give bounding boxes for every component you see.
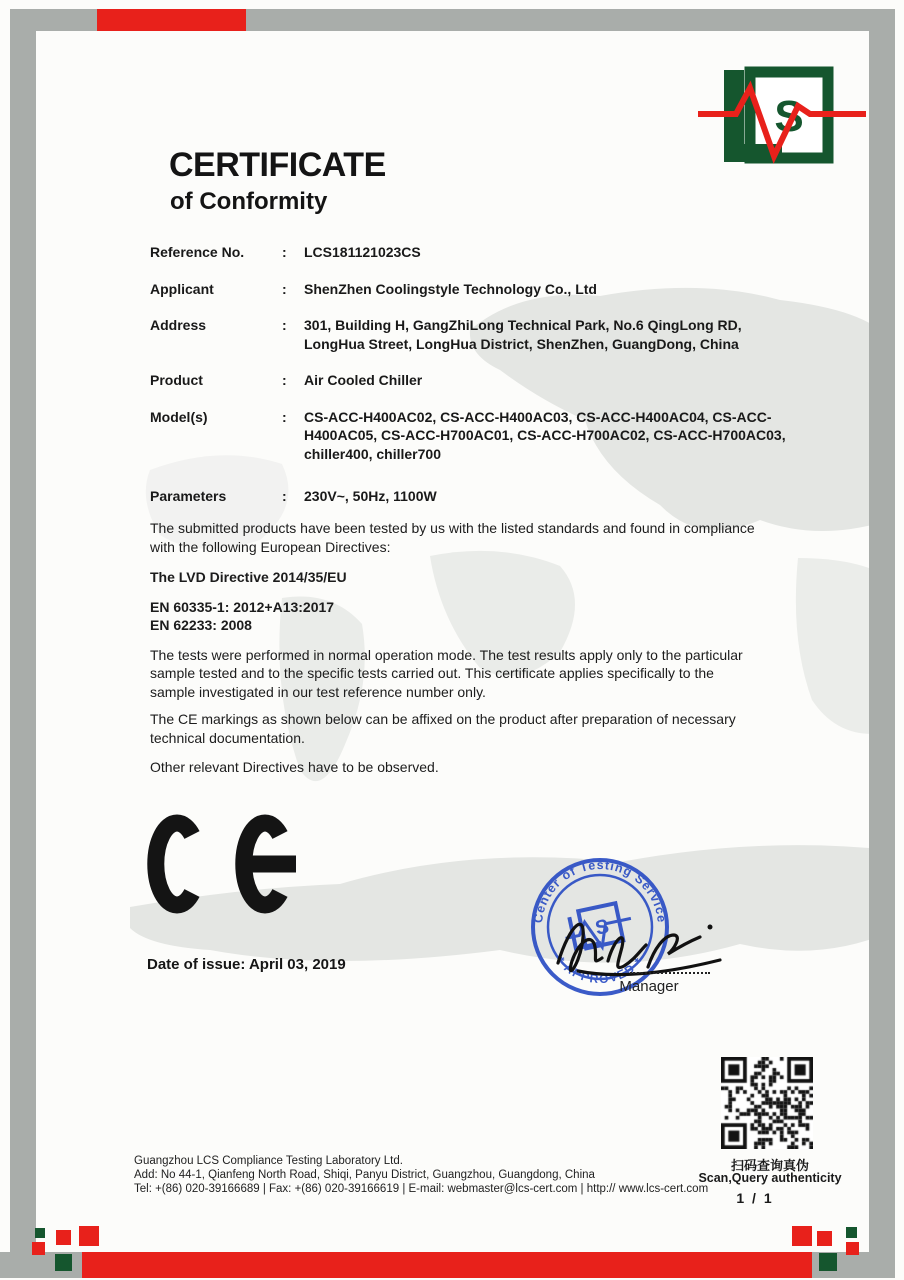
- page-indicator: 1 / 1: [736, 1190, 774, 1206]
- date-of-issue: Date of issue: April 03, 2019: [147, 956, 346, 973]
- footer-contacts: Tel: +(86) 020-39166689 | Fax: +(86) 020-39166619 | E-mail: webmaster@lcs-cert.com | http:// www.lcs-cert.com: [134, 1183, 709, 1195]
- ce-marking-icon: [146, 812, 306, 916]
- corner-decoration-square: [56, 1230, 71, 1245]
- field-label: Parameters: [150, 488, 227, 504]
- field-colon: :: [282, 244, 287, 260]
- corner-decoration-square: [55, 1254, 72, 1271]
- paragraph-ce: The CE markings as shown below can be affixed on the product after preparation of necessary technical documentation.: [150, 711, 736, 746]
- page-title: CERTIFICATE: [169, 146, 386, 184]
- logo-monogram: S: [774, 92, 804, 141]
- corner-decoration-square: [79, 1226, 99, 1246]
- field-colon: :: [282, 280, 287, 297]
- corner-decoration-square: [819, 1253, 837, 1271]
- field-colon: :: [282, 488, 287, 504]
- paragraph-tests: The tests were performed in normal operation mode. The test results apply only to the particular sample tested and to the specific tests carried out. This certificate applies specifically to the sample investigated in our test reference number only.: [150, 646, 743, 700]
- field-row-applicant: [150, 280, 800, 299]
- corner-decoration-square: [846, 1227, 857, 1238]
- standard-line: EN 62233: 2008: [150, 617, 252, 633]
- corner-decoration-square: [792, 1226, 812, 1246]
- footer-address: Add: No 44-1, Qianfeng North Road, Shiqi, Panyu District, Guangzhou, Guangdong, China: [134, 1169, 595, 1181]
- stamp-monogram: S: [593, 915, 611, 940]
- footer-company: Guangzhou LCS Compliance Testing Laboratory Ltd.: [134, 1155, 403, 1167]
- page-border-right: [869, 9, 895, 1256]
- qr-caption-en: Scan,Query authenticity: [698, 1171, 842, 1185]
- lcs-logo-icon: [698, 58, 868, 168]
- field-value: 301, Building H, GangZhiLong Technical Park, No.6 QingLong RD, LongHua Street, LongHua District, ShenZhen, GuangDong, China: [304, 317, 742, 352]
- field-row-product: [150, 371, 800, 390]
- field-row-reference: [150, 243, 800, 262]
- body-text: [150, 519, 758, 777]
- field-value: LCS181121023CS: [304, 244, 421, 260]
- field-colon: :: [282, 317, 287, 333]
- field-value: ShenZhen Coolingstyle Technology Co., Ltd: [304, 280, 597, 297]
- page-subtitle: of Conformity: [170, 188, 328, 215]
- standard-line: EN 60335-1: 2012+A13:2017: [150, 598, 335, 615]
- paragraph-intro: The submitted products have been tested by us with the listed standards and found in compliance with the following European Directives:: [150, 520, 755, 555]
- page-border-bottom-red: [82, 1252, 812, 1278]
- directive-line: The LVD Directive 2014/35/EU: [150, 569, 347, 585]
- field-row-models: [150, 408, 800, 464]
- field-value: 230V~, 50Hz, 1100W: [304, 488, 437, 504]
- stamp-ring-bottom-text: * APPROVED *: [553, 954, 647, 987]
- corner-decoration-square: [846, 1242, 859, 1255]
- corner-decoration-square: [35, 1228, 45, 1238]
- qr-caption-cn: 扫码查询真伪: [730, 1158, 809, 1173]
- paragraph-other: Other relevant Directives have to be observed.: [150, 759, 439, 775]
- field-label: Address: [150, 317, 207, 333]
- signer-role-label: Manager: [619, 978, 679, 995]
- field-row-parameters: [150, 487, 800, 506]
- field-label: Applicant: [150, 280, 214, 297]
- corner-decoration-square: [817, 1231, 832, 1246]
- page-border-left: [10, 9, 36, 1256]
- field-label: Product: [150, 372, 203, 388]
- field-label: Model(s): [150, 408, 208, 425]
- field-colon: :: [282, 372, 287, 388]
- field-label: Reference No.: [150, 244, 245, 260]
- stamp-ring-top-text: Center of Testing Service: [531, 857, 669, 924]
- qr-code: [721, 1057, 813, 1149]
- field-list: [150, 243, 800, 506]
- signature-line: [630, 972, 710, 974]
- field-value: CS-ACC-H400AC02, CS-ACC-H400AC03, CS-ACC-H400AC04, CS-ACC-H400AC05, CS-ACC-H700AC01, CS-ACC-H700AC02, CS-ACC-H700AC03, chiller400, chiller700: [304, 408, 786, 462]
- field-row-address: [150, 316, 800, 353]
- corner-decoration-square: [32, 1242, 45, 1255]
- border-accent-red-segment: [97, 9, 246, 31]
- field-colon: :: [282, 408, 287, 425]
- field-value: Air Cooled Chiller: [304, 372, 423, 388]
